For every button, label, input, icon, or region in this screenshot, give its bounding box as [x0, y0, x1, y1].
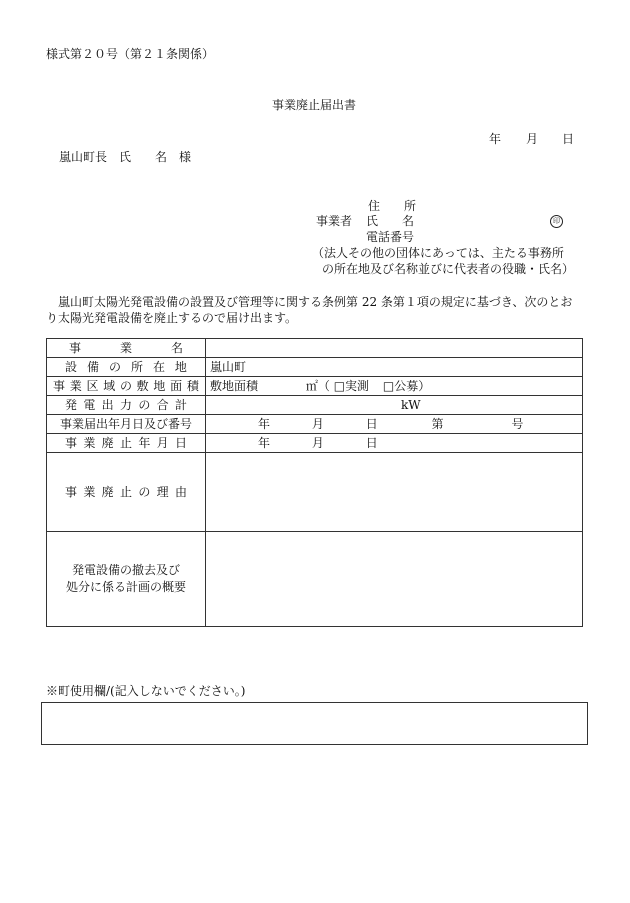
label-char: の [138, 485, 151, 499]
label-char: 事 [69, 341, 82, 355]
remarks-box [41, 702, 588, 745]
label-char: 理 [156, 485, 169, 499]
remarks-label: ※町使用欄/(記入しないでください。) [46, 684, 246, 698]
form-number: 様式第２０号（第２１条関係） [46, 47, 215, 61]
label-char: 地 [174, 360, 187, 374]
label-char: 積 [186, 379, 199, 393]
business-name-field[interactable] [206, 339, 583, 358]
row-abolition-date [47, 434, 583, 453]
corporate-note-line1: （法人その他の団体にあっては、主たる事務所 [312, 246, 564, 260]
label-char: 月 [156, 436, 169, 450]
label-char: 電 [83, 398, 96, 412]
form-table [46, 338, 583, 627]
label-char: の [138, 398, 151, 412]
address-label: 住 所 [368, 199, 417, 213]
row-total-output [47, 396, 583, 415]
label-char: 廃 [101, 436, 114, 450]
label-char: 敷 [136, 379, 149, 393]
addressee: 嵐山町長 氏 名 様 [59, 150, 192, 164]
abolition-year: 年 [258, 436, 271, 450]
label-char: 在 [152, 360, 165, 374]
label-char: 地 [153, 379, 166, 393]
reason-label [47, 453, 206, 532]
label-char: 区 [86, 379, 99, 393]
label-char: 止 [119, 485, 132, 499]
site-area-field[interactable] [206, 377, 583, 396]
label-char: 事 [53, 379, 66, 393]
total-output-label [47, 396, 206, 415]
label-char: 所 [130, 360, 143, 374]
label-char: 日 [174, 436, 187, 450]
site-area-unit: ㎡（ [305, 379, 330, 393]
date-month: 月 [526, 132, 539, 146]
label-char: 業 [119, 341, 132, 355]
notification-label [47, 415, 206, 434]
measured-checkbox[interactable]: □実測 [333, 379, 370, 393]
notification-dai: 第 [431, 417, 444, 431]
row-reason [47, 453, 583, 532]
label-char: 面 [170, 379, 183, 393]
reason-field[interactable] [206, 453, 583, 532]
label-char: の [108, 360, 121, 374]
plan-label-line1: 発電設備の撤去及び [71, 563, 180, 577]
applicant-role-label: 事業者 [316, 214, 353, 228]
page-title: 事業廃止届出書 [272, 98, 357, 112]
business-name-label [47, 339, 206, 358]
corporate-note-line2: の所在地及び名称並びに代表者の役職・氏名） [322, 262, 575, 276]
total-output-field[interactable] [206, 396, 583, 415]
location-value: 嵐山町 [210, 360, 247, 374]
label-char: 計 [174, 398, 187, 412]
name-label: 氏 名 [366, 214, 415, 228]
phone-label: 電話番号 [366, 230, 415, 244]
date-day: 日 [562, 132, 575, 146]
abolition-day: 日 [365, 436, 378, 450]
label-char: 年 [138, 436, 151, 450]
row-plan [47, 532, 583, 627]
body-text-line2: り太陽光発電設備を廃止するので届け出ます。 [46, 311, 298, 325]
row-notification [47, 415, 583, 434]
label-char: 備 [86, 360, 99, 374]
label-char: 域 [103, 379, 116, 393]
label-char: 出 [101, 398, 114, 412]
label-char: 業 [83, 485, 96, 499]
label-char: の [119, 379, 132, 393]
notification-year: 年 [258, 417, 271, 431]
label-char: 事 [65, 485, 78, 499]
label-char: 合 [156, 398, 169, 412]
label-char: 業 [69, 379, 82, 393]
site-area-prefix: 敷地面積 [210, 379, 259, 393]
label-char: 事 [65, 436, 78, 450]
row-site-area [47, 377, 583, 396]
label-char: 名 [170, 341, 183, 355]
notification-field[interactable] [206, 415, 583, 434]
plan-field[interactable] [206, 532, 583, 627]
plan-label [47, 532, 206, 627]
row-business-name [47, 339, 583, 358]
abolition-date-label [47, 434, 206, 453]
seal-mark: 印 [550, 215, 563, 228]
label-char: 設 [65, 360, 78, 374]
public-checkbox[interactable]: □公募） [382, 379, 431, 393]
label-char: 業 [83, 436, 96, 450]
site-area-label [47, 377, 206, 396]
location-label [47, 358, 206, 377]
notification-label-text: 事業届出年月日及び番号 [59, 417, 192, 431]
notification-day: 日 [365, 417, 378, 431]
label-char: 発 [65, 398, 78, 412]
label-char: 力 [119, 398, 132, 412]
kw-unit: kW [401, 398, 421, 412]
date-year: 年 [489, 132, 502, 146]
label-char: 止 [119, 436, 132, 450]
location-field[interactable] [206, 358, 583, 377]
notification-month: 月 [311, 417, 324, 431]
plan-label-line2: 処分に係る計画の概要 [65, 580, 186, 594]
label-char: 由 [174, 485, 187, 499]
body-text-line1: 嵐山町太陽光発電設備の設置及び管理等に関する条例第 22 条第１項の規定に基づき、次のとお [46, 295, 573, 309]
abolition-date-field[interactable] [206, 434, 583, 453]
row-location [47, 358, 583, 377]
abolition-month: 月 [311, 436, 324, 450]
notification-gou: 号 [511, 417, 524, 431]
label-char: 廃 [101, 485, 114, 499]
